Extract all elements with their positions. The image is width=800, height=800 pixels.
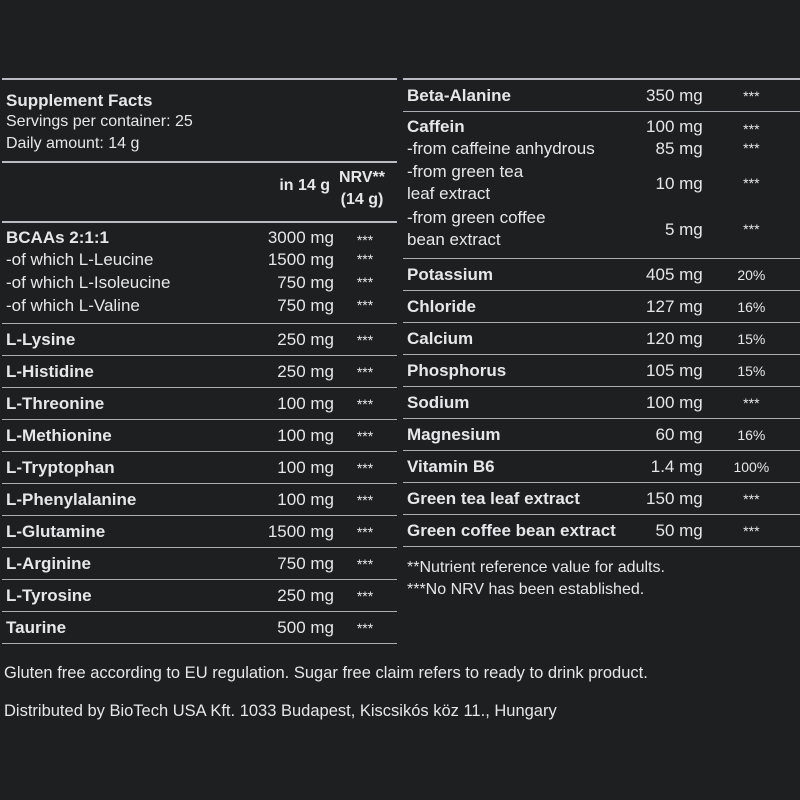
nutrient-name: Caffein	[407, 117, 465, 136]
nutrient-nrv: ***	[356, 427, 374, 444]
sub-nutrient-amount: 750 mg	[277, 296, 334, 315]
nutrient-name: Chloride	[407, 296, 476, 316]
nutrient-name: Vitamin B6	[407, 456, 495, 476]
nutrient-amount: 1500 mg	[267, 521, 334, 541]
daily-amount-text: Daily amount: 14 g	[6, 135, 140, 152]
nutrient-amount: 3000 mg	[267, 228, 334, 247]
nutrient-name: L-Histidine	[6, 361, 94, 381]
sub-nutrient-nrv: ***	[356, 297, 374, 313]
nutrient-row	[403, 355, 800, 386]
nutrient-name: L-Arginine	[6, 553, 91, 573]
sub-nutrient-nrv: ***	[743, 174, 760, 191]
nutrient-nrv: ***	[743, 394, 760, 411]
nutrient-nrv: ***	[356, 587, 374, 604]
sub-nutrient-name: -from green tea leaf extract	[407, 162, 524, 203]
nutrient-amount: 405 mg	[646, 264, 703, 284]
nutrient-amount: 50 mg	[655, 520, 703, 540]
nutrient-amount: 1.4 mg	[650, 456, 703, 476]
nutrient-nrv: ***	[356, 232, 374, 248]
nutrient-name: L-Methionine	[6, 425, 112, 445]
left-nutrient-table	[2, 223, 397, 644]
footer-line: Gluten free according to EU regulation. Sugar free claim refers to ready to drink product.	[4, 664, 648, 682]
nutrient-nrv: ***	[743, 121, 760, 137]
facts-header	[2, 80, 397, 161]
nutrient-row	[403, 515, 800, 546]
sub-nutrient-nrv: ***	[356, 274, 374, 290]
nutrient-name: L-Tyrosine	[6, 585, 92, 605]
nutrient-nrv: ***	[356, 331, 374, 348]
nutrient-name: Magnesium	[407, 424, 501, 444]
servings-text: Servings per container: 25	[6, 113, 193, 130]
sub-row	[403, 137, 800, 160]
sub-row	[403, 160, 800, 206]
nutrient-amount: 120 mg	[646, 328, 703, 348]
nutrient-row	[403, 80, 800, 111]
sub-nutrient-amount: 10 mg	[655, 173, 703, 193]
nutrient-row	[2, 516, 397, 547]
nutrient-nrv: 15%	[737, 362, 766, 379]
sub-row	[403, 206, 800, 252]
nutrient-nrv: 16%	[737, 426, 766, 443]
nutrient-name: Potassium	[407, 264, 493, 284]
column-header	[2, 163, 397, 221]
right-nutrient-table	[403, 80, 800, 547]
row-divider	[2, 643, 397, 644]
nutrient-row	[2, 223, 397, 317]
nrv-label-line1: NRV**	[339, 169, 385, 186]
nutrient-name: Green tea leaf extract	[407, 488, 580, 508]
facts-title: Supplement Facts	[6, 91, 153, 110]
nutrient-name: L-Lysine	[6, 329, 76, 349]
nutrient-amount: 100 mg	[277, 457, 334, 477]
nutrient-row	[403, 323, 800, 354]
nutrient-row	[2, 452, 397, 483]
nutrient-row	[403, 387, 800, 418]
nutrient-name: L-Threonine	[6, 393, 105, 413]
sub-nutrient-amount: 750 mg	[277, 273, 334, 292]
nutrient-amount: 250 mg	[277, 361, 334, 381]
nutrient-row	[403, 112, 800, 252]
nutrient-amount: 750 mg	[277, 553, 334, 573]
nutrient-amount: 500 mg	[277, 617, 334, 637]
nutrient-amount: 100 mg	[277, 425, 334, 445]
sub-nutrient-name: -from caffeine anhydrous	[407, 138, 595, 158]
nutrient-row	[2, 356, 397, 387]
sub-nutrient-name: -from green coffee bean extract	[407, 208, 546, 249]
nutrient-name: Calcium	[407, 328, 474, 348]
nrv-label-line2: (14 g)	[340, 191, 384, 208]
nutrient-amount: 150 mg	[646, 488, 703, 508]
nutrient-amount: 100 mg	[277, 393, 334, 413]
nrv-column-label	[330, 163, 394, 221]
nutrient-amount: 350 mg	[646, 85, 703, 105]
footer-line: Distributed by BioTech USA Kft. 1033 Budapest, Kiscsikós köz 11., Hungary	[4, 702, 557, 720]
sub-row	[2, 294, 397, 317]
nutrient-row	[2, 388, 397, 419]
left-facts-panel	[2, 78, 397, 644]
nutrient-nrv: ***	[743, 87, 760, 104]
nutrient-row	[403, 419, 800, 450]
nutrient-row	[403, 259, 800, 290]
nutrient-row	[2, 420, 397, 451]
footnote: ***No NRV has been established.	[407, 581, 645, 598]
nutrient-amount: 250 mg	[277, 585, 334, 605]
nutrient-row	[403, 451, 800, 482]
sub-row	[2, 248, 397, 271]
sub-nutrient-amount: 85 mg	[655, 139, 703, 158]
amount-column-label: in 14 g	[279, 177, 330, 194]
nutrient-nrv: ***	[356, 523, 374, 540]
nutrient-name: L-Phenylalanine	[6, 489, 137, 509]
nutrient-row	[403, 291, 800, 322]
nutrient-row	[2, 580, 397, 611]
nutrient-nrv: ***	[356, 491, 374, 508]
sub-nutrient-name: -of which L-Isoleucine	[6, 272, 171, 292]
nutrient-nrv: ***	[356, 459, 374, 476]
nutrient-nrv: 100%	[733, 458, 770, 475]
nutrient-nrv: ***	[356, 395, 374, 412]
nutrient-amount: 100 mg	[646, 117, 703, 136]
right-facts-panel	[403, 78, 800, 601]
nutrient-name: L-Tryptophan	[6, 457, 115, 477]
nutrient-amount: 250 mg	[277, 329, 334, 349]
nutrient-row	[2, 484, 397, 515]
nutrient-name: Phosphorus	[407, 360, 507, 380]
nutrient-nrv: ***	[743, 522, 760, 539]
footnotes	[403, 547, 800, 601]
nutrient-name: BCAAs 2:1:1	[6, 228, 109, 247]
sub-nutrient-amount: 5 mg	[664, 219, 703, 239]
nutrient-name: Sodium	[407, 392, 470, 412]
sub-nutrient-name: -of which L-Leucine	[6, 249, 154, 269]
sub-row	[2, 271, 397, 294]
nutrient-amount: 100 mg	[646, 392, 703, 412]
sub-nutrient-amount: 1500 mg	[267, 250, 334, 269]
nutrient-name: Green coffee bean extract	[407, 520, 616, 540]
nutrient-name: Beta-Alanine	[407, 85, 511, 105]
nutrient-nrv: ***	[743, 490, 760, 507]
nutrient-amount: 105 mg	[646, 360, 703, 380]
nutrient-row	[2, 324, 397, 355]
footer	[4, 654, 800, 730]
nutrient-nrv: 15%	[737, 330, 766, 347]
nutrient-name: Taurine	[6, 617, 67, 637]
nutrient-nrv: 20%	[737, 266, 766, 283]
nutrient-row	[2, 548, 397, 579]
footnote: **Nutrient reference value for adults.	[407, 559, 665, 576]
nutrient-nrv: ***	[356, 363, 374, 380]
sub-nutrient-nrv: ***	[356, 251, 374, 267]
nutrient-nrv: ***	[356, 555, 374, 572]
nutrient-nrv: ***	[356, 619, 374, 636]
nutrient-name: L-Glutamine	[6, 521, 106, 541]
nutrient-nrv: 16%	[737, 298, 766, 315]
nutrient-row	[403, 483, 800, 514]
sub-nutrient-nrv: ***	[743, 220, 760, 237]
nutrient-amount: 100 mg	[277, 489, 334, 509]
nutrient-amount: 60 mg	[655, 424, 703, 444]
sub-nutrient-nrv: ***	[743, 140, 760, 156]
nutrient-row	[2, 612, 397, 643]
nutrient-amount: 127 mg	[646, 296, 703, 316]
sub-nutrient-name: -of which L-Valine	[6, 295, 140, 315]
